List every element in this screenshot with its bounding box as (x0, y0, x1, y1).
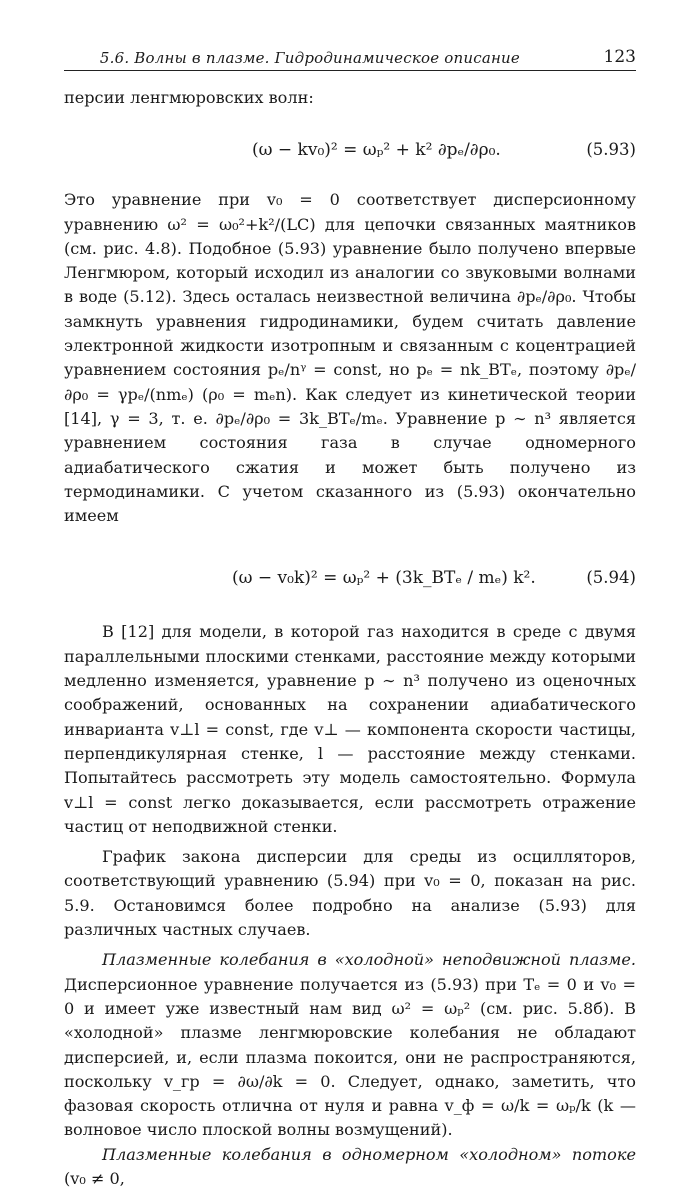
running-head: 5.6. Волны в плазме. Гидродинамическое описание (99, 49, 520, 67)
equation-5-93 (64, 122, 636, 180)
paragraph-3: График закона дисперсии для среды из осцилляторов, соответствующий уравнению (5.94) при v₀ = 0, показан на рис. 5.9. Остановимся более подробно на анализе (5.93) для различных частных случаев. (64, 847, 636, 940)
page-number: 123 (603, 47, 636, 67)
paragraph-4 (64, 948, 636, 1142)
main-text (64, 86, 636, 1191)
paragraph-body: (v₀ ≠ 0, (64, 1168, 125, 1188)
paragraph-5 (64, 1143, 636, 1191)
equation-number: (5.94) (586, 568, 636, 588)
subsection-title: Плазменные колебания в одномерном «холодном» потоке (102, 1144, 636, 1164)
equation-5-94 (64, 546, 636, 610)
subsection-title: Плазменные колебания в «холодной» неподвижной плазме. (102, 950, 636, 970)
intro-line: персии ленгмюровских волн: (64, 88, 314, 107)
equation-formula: (ω − v₀k)² = ωₚ² + (3k_BTₑ / mₑ) k². (232, 568, 536, 589)
paragraph-body: Дисперсионное уравнение получается из (5.93) при Tₑ = 0 и v₀ = 0 и имеет уже известный нам вид ω² = ωₚ² (см. рис. 5.8б). В «холодной» плазме ленгмюровские колебания не обладают дисперсией, и, если плазма покоится, они не распространяются, поскольку v_гр = ∂ω/∂k = 0. Следует, однако, заметить, что фазовая скорость отлична от нуля и равна v_ф = ω/k = ωₚ/k (k — волновое число плоской волны возмущений). (64, 974, 636, 1140)
equation-number: (5.93) (586, 140, 636, 160)
paragraph-1: Это уравнение при v₀ = 0 соответствует дисперсионному уравнению ω² = ω₀²+k²/(LC) для цепочки связанных маятников (см. рис. 4.8). Подобное (5.93) уравнение было получено впервые Ленгмюром, который исходил из аналогии со звуковыми волнами в воде (5.12). Здесь осталась неизвестной величина ∂pₑ/∂ρ₀. Чтобы замкнуть уравнения гидродинамики, будем считать давление электронной жидкости изотропным и связанным с коцентрацией уравнением состояния pₑ/nᵞ = const, но pₑ = nk_BTₑ, поэтому ∂pₑ/∂ρ₀ = γpₑ/(nmₑ) (ρ₀ = mₑn). Как следует из кинетической теории [14], γ = 3, т. е. ∂pₑ/∂ρ₀ = 3k_BTₑ/mₑ. Уравнение p ∼ n³ является уравнением состояния газа в случае одномерного адиабатического сжатия и может быть получено из термодинамики. С учетом сказанного из (5.93) окончательно имеем (64, 190, 636, 526)
paragraph-2: В [12] для модели, в которой газ находится в среде с двумя параллельными плоскими стенками, расстояние между которыми медленно изменяется, уравнение p ∼ n³ получено из оценочных соображений, основанных на сохранении адиабатического инварианта v⊥l = const, где v⊥ — компонента скорости частицы, перпендикулярная стенке, l — расстояние между стенками. Попытайтесь рассмотреть эту модель самостоятельно. Формула v⊥l = const легко доказывается, если рассмотреть отражение частиц от неподвижной стенки. (64, 622, 636, 836)
page-header (64, 46, 636, 71)
equation-formula: (ω − kv₀)² = ωₚ² + k² ∂pₑ/∂ρ₀. (252, 140, 501, 161)
